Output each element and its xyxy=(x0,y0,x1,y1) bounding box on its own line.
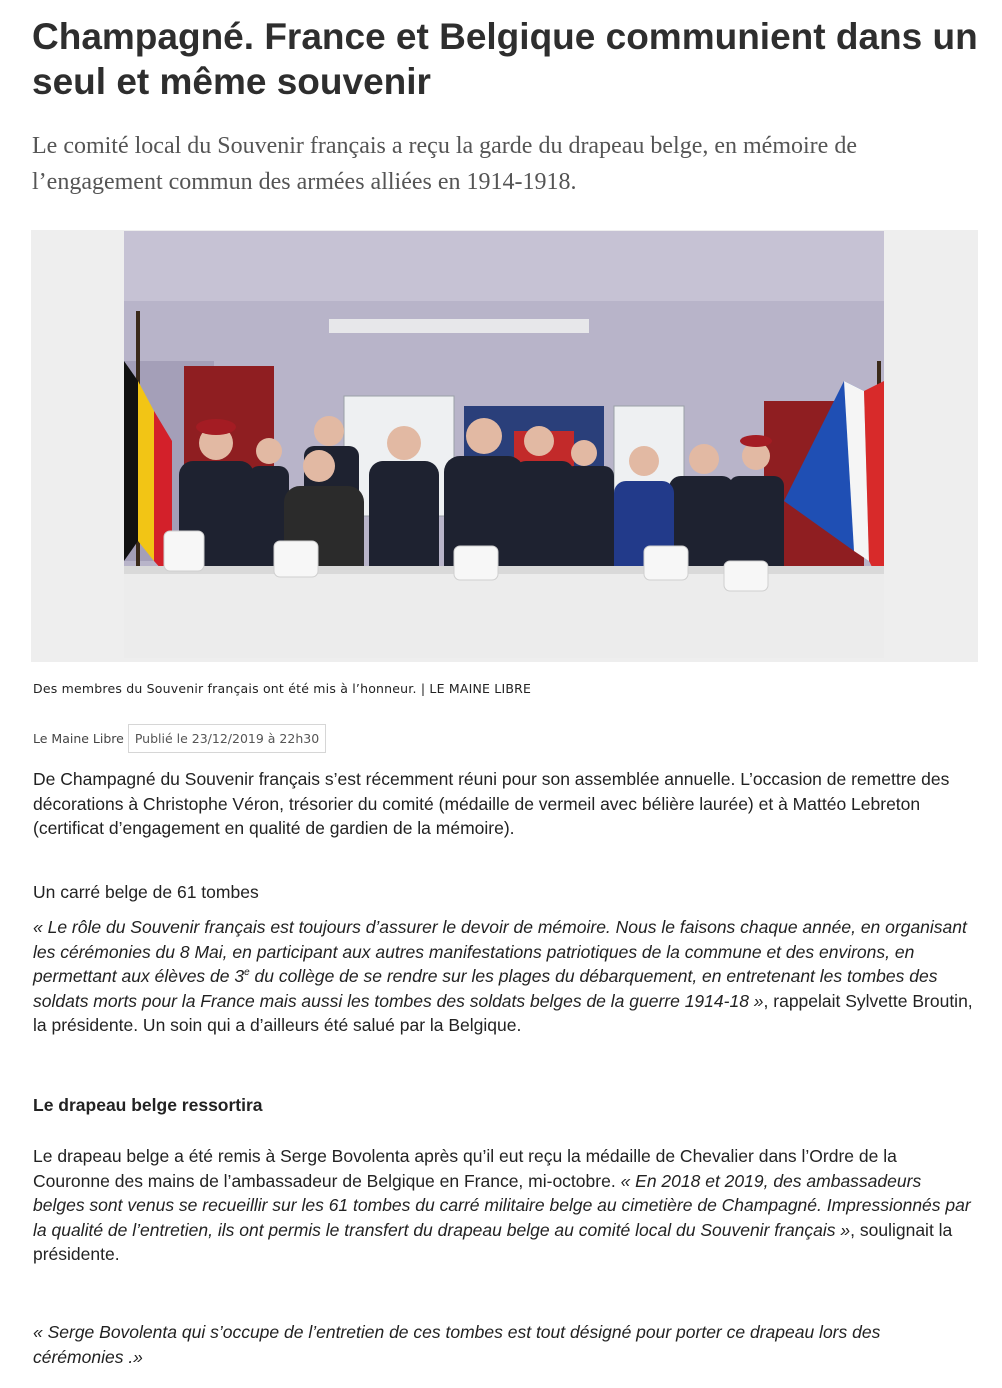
source-name[interactable]: Le Maine Libre xyxy=(33,730,124,746)
paragraph-4-lead: Le drapeau belge a été remis à Serge Bovolenta après qu’il eut reçu la médaille de Chevalier dans l’Ordre de la Couronne des mains de l’ambassadeur de Belgique en France, mi-octobre. xyxy=(33,1146,897,1191)
ceremony-photo[interactable] xyxy=(124,231,884,658)
article-standfirst: Le comité local du Souvenir français a reçu la garde du drapeau belge, en mémoire de l’engagement commun des armées alliées en 1914-1918. xyxy=(32,133,857,195)
attribution: , rappelait Sylvette Broutin, la présidente. Un soin qui a d’ailleurs été salué par la Belgique. xyxy=(33,990,973,1035)
quote-part-b: du collège de se rendre sur les plages du débarquement, en entretenant les tombes des soldats morts pour la France mais aussi les tombes des soldats belges de la guerre 1914-18 » xyxy=(33,966,938,1011)
article-headline: Champagné. France et Belgique communient dans un seul et même souvenir xyxy=(32,16,978,102)
paragraph-1: De Champagné du Souvenir français s’est récemment réuni pour son assemblée annuelle. L’occasion de remettre des décorations à Christophe Véron, trésorier du comité (médaille de vermeil avec bélière laurée) et à Mattéo Lebreton (certificat d’engagement en qualité de gardien de la mémoire). xyxy=(33,769,950,838)
byline xyxy=(33,724,326,752)
photo-caption: Des membres du Souvenir français ont été mis à l’honneur. | LE MAINE LIBRE xyxy=(33,681,532,696)
ordinal-suffix: e xyxy=(244,967,250,979)
publication-date: Publié le 23/12/2019 à 22h30 xyxy=(128,724,326,753)
quote-bovolenta: « Serge Bovolenta qui s’occupe de l’entretien de ces tombes est tout désigné pour porter ce drapeau lors des cérémonies .» xyxy=(33,1322,881,1367)
paragraph-4 xyxy=(33,1144,973,1267)
paragraph-3 xyxy=(33,915,973,1038)
quote-ambassadors: « En 2018 et 2019, des ambassadeurs belges sont venus se recueillir sur les 61 tombes du carré militaire belge au cimetière de Champagné. Impressionnés par la qualité de l’entretien, ils ont permis le transfert du drapeau belge au comité local du Souvenir français » xyxy=(33,1170,971,1240)
paragraph-4-tail: , soulignait la présidente. xyxy=(33,1219,953,1264)
subheading: Le drapeau belge ressortira xyxy=(33,1095,263,1115)
paragraph-5 xyxy=(33,1320,973,1369)
paragraph-2: Un carré belge de 61 tombes xyxy=(33,882,259,902)
quote-part-a: « Le rôle du Souvenir français est toujours d’assurer le devoir de mémoire. Nous le faisons chaque année, en organisant les cérémonies du 8 Mai, en participant aux autres manifestations patriotiques de la commune et des environs, en permettant aux élèves de 3 xyxy=(33,917,967,986)
